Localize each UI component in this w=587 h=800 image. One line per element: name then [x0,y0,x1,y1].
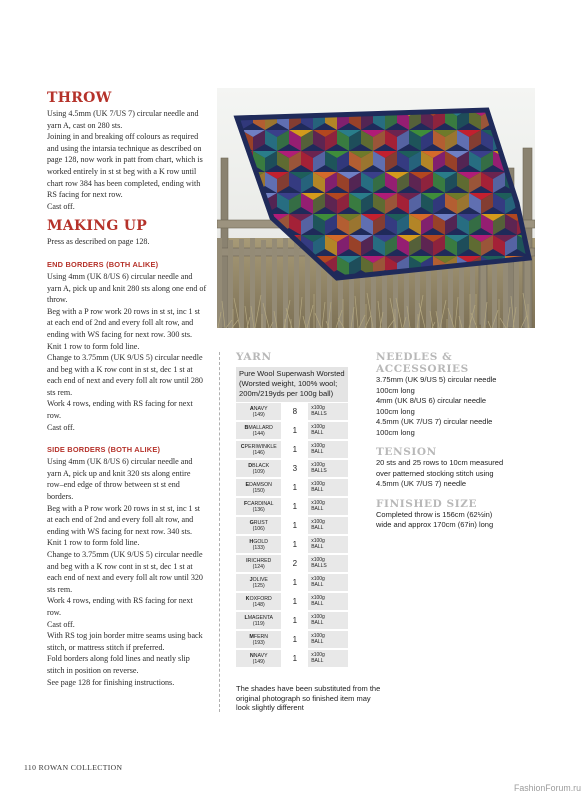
shade-letter: H [249,538,254,545]
fence-picket [228,240,233,328]
shade-code: (124) [252,563,265,570]
shade-name: PERIWINKLE [244,443,277,450]
shade-name-cell [236,440,281,459]
needle-line: 3.75mm (UK 9/US 5) circular needle 100cm long [376,375,497,395]
shade-name-cell [236,535,281,554]
shade-name-cell [236,478,281,497]
side-borders-para: Work 4 rows, ending with RS facing for next row. [47,596,193,617]
shade-letter: M [249,633,254,640]
shade-name: BLACK [252,462,270,469]
shade-letter: E [245,481,250,488]
watermark: FashionForum.ru [514,783,581,793]
yarn-shade-row [236,554,348,573]
yarn-shade-row [236,440,348,459]
shade-code: (149) [252,411,265,418]
shade-letter: D [248,462,253,469]
shade-unit-top: x100g [311,613,325,620]
yarn-shade-row [236,592,348,611]
side-borders-para: See page 128 for finishing instructions. [47,677,175,687]
shade-unit-top: x100g [311,556,325,563]
shade-name-cell [236,421,281,440]
shade-unit-cell [308,403,348,421]
shade-unit-top: x100g [311,518,325,525]
shade-letter: F [243,500,248,507]
column-divider [219,352,220,712]
throw-para: Using 4.5mm (UK 7/US 7) circular needle and yarn A, cast on 280 sts. [47,109,199,130]
page-footer [24,763,122,772]
shade-code: (133) [252,544,265,551]
shade-unit-top: x100g [311,594,325,601]
shade-unit-cell [308,535,348,554]
shade-quantity: 1 [281,535,308,554]
publication-name: ROWAN COLLECTION [38,763,123,772]
making-up-intro: Press as described on page 128. [47,237,150,247]
shade-note: The shades have been substituted from the original photograph so finished item may look slightly different [236,684,381,713]
shade-letter: A [249,405,254,412]
side-borders-para: Beg with a P row work 20 rows in st st, inc 1 st at each end of 2nd and every foll alt row, and ending with WS facing for next row. 340 sts. [47,503,201,536]
shade-name: DAMSON [249,481,272,488]
shade-name: CARDINAL [247,500,274,507]
shade-name-cell [236,630,281,649]
side-borders-para: With RS tog join border mitre seams using back stitch, or mattress stitch if preferred. [47,631,203,652]
shade-name: RUST [253,519,268,526]
shade-name-cell [236,516,281,535]
side-borders-para: Cast off. [47,619,75,629]
shade-unit-cell [308,592,348,611]
shade-unit-cell [308,611,348,630]
shade-quantity: 1 [281,421,308,440]
tension-heading: TENSION [376,446,437,458]
right-column [376,351,506,531]
shade-unit-bottom: BALL [311,524,324,531]
end-borders-para: Change to 3.75mm (UK 9/US 5) circular needle and beg with a K row cont in st st, dec 1 st at each end of next and every foll alt row until 280 sts rem. [47,353,203,397]
shade-unit-cell [308,649,348,668]
throw-para: Cast off. [47,201,75,211]
yarn-shade-row [236,630,348,649]
yarn-shades-table [236,403,348,669]
shade-quantity: 1 [281,497,308,516]
shade-name-cell [236,573,281,592]
shade-name: GOLD [253,538,269,545]
shade-unit-top: x100g [311,499,325,506]
shade-quantity: 1 [281,516,308,535]
side-borders-para: Knit 1 row to form fold line. [47,538,140,548]
shade-unit-bottom: BALL [311,638,324,645]
shade-name: NAVY [253,652,268,659]
yarn-section [236,351,348,669]
shade-unit-cell [308,554,348,573]
shade-quantity: 1 [281,611,308,630]
shade-quantity: 1 [281,440,308,459]
throw-photo [217,88,535,328]
shade-unit-bottom: BALL [311,600,324,607]
fence-picket [294,240,299,328]
making-up-heading: MAKING UP [47,218,148,235]
yarn-shade-row [236,516,348,535]
shade-letter: B [244,424,249,431]
shade-unit-cell [308,478,348,497]
shade-name-cell [236,649,281,668]
fence-picket [239,239,244,328]
shade-code: (119) [252,620,265,627]
side-borders-para: Using 4mm (UK 8/US 6) circular needle and yarn A, pick up and knit 320 sts along entire row–end edge of throw between st st end borders. [47,457,193,502]
shade-letter: L [244,614,248,621]
shade-name-cell [236,459,281,478]
shade-unit-cell [308,516,348,535]
yarn-shade-row [236,459,348,478]
shade-code: (148) [252,601,265,608]
shade-unit-top: x100g [311,632,325,639]
shade-unit-bottom: BALL [311,619,324,626]
shade-name-cell [236,497,281,516]
shade-quantity: 2 [281,554,308,573]
needle-line: 4.5mm (UK 7/US 7) circular needle 100cm long [376,417,493,437]
end-borders-heading: END BORDERS (BOTH ALIKE) [47,259,159,269]
shade-code: (150) [252,487,265,494]
end-borders-para: Knit 1 row to form fold line. [47,341,140,351]
yarn-shade-row [236,649,348,668]
needle-line: 4mm (UK 8/US 6) circular needle 100cm long [376,396,487,416]
shade-unit-bottom: BALL [311,486,324,493]
yarn-shade-row [236,573,348,592]
shade-name-cell [236,403,281,421]
shade-name: FERN [253,633,269,640]
shade-quantity: 1 [281,573,308,592]
shade-unit-cell [308,573,348,592]
shade-name-cell [236,554,281,573]
shade-name: NAVY [253,405,268,412]
shade-unit-cell [308,630,348,649]
shade-name: MALLARD [248,424,273,431]
shade-letter: I [246,557,248,564]
shade-code: (125) [252,582,265,589]
needles-heading: NEEDLES & ACCESSORIES [376,351,469,375]
yarn-shade-row [236,611,348,630]
yarn-shade-row [236,535,348,554]
shade-quantity: 1 [281,592,308,611]
shade-unit-bottom: BALLS [311,467,327,474]
shade-name-cell [236,592,281,611]
shade-name: MAGENTA [247,614,273,621]
shade-name: RICHRED [247,557,272,564]
finished-size-heading: FINISHED SIZE [376,497,478,510]
side-borders-para: Fold borders along fold lines and neatly slip stitch in position on reverse. [47,654,190,675]
shade-unit-top: x100g [311,461,325,468]
shade-unit-top: x100g [311,480,325,487]
yarn-shade-row [236,478,348,497]
end-borders-para: Work 4 rows, ending with RS facing for next row. [47,399,193,421]
throw-para: Joining in and breaking off colours as required and using the intarsia technique as described on page 128, now work in patt from chart, which is worked entirely in st st beg with a K row until chart row 384 has been completed, ending with RS facing for next row. [47,132,203,200]
shade-unit-bottom: BALLS [311,410,327,417]
shade-letter: N [249,652,254,659]
shade-code: (149) [252,658,265,665]
shade-name: OXFORD [249,595,272,602]
throw-heading: THROW [47,90,112,106]
shade-unit-cell [308,440,348,459]
left-column [47,90,207,688]
end-borders-para: Using 4mm (UK 8/US 6) circular needle and yarn A, pick up and knit 280 sts along one end of throw. [47,271,207,305]
shade-unit-cell [308,421,348,440]
fence-picket [217,238,222,328]
shade-unit-cell [308,459,348,478]
shade-code: (106) [252,525,265,532]
shade-quantity: 1 [281,478,308,497]
shade-name: OLIVE [252,576,268,583]
shade-unit-bottom: BALL [311,543,324,550]
yarn-shade-row [236,421,348,440]
shade-code: (146) [252,449,265,456]
shade-quantity: 1 [281,649,308,668]
shade-quantity: 8 [281,403,308,421]
shade-letter: C [240,443,245,450]
shade-unit-bottom: BALL [311,581,324,588]
yarn-description: Pure Wool Superwash Worsted (Worsted weight, 100% wool; 200m/219yds per 100g ball) [236,367,348,402]
shade-name-cell [236,611,281,630]
shade-unit-top: x100g [311,404,325,411]
shade-quantity: 1 [281,630,308,649]
page-number: 110 [24,763,37,772]
side-borders-para: Change to 3.75mm (UK 9/US 5) circular needle and beg with a K row cont in st st, dec 1 st at each end of next and every foll alt row until 320 sts rem. [47,550,203,594]
shade-unit-bottom: BALL [311,448,324,455]
shade-quantity: 3 [281,459,308,478]
shade-code: (144) [252,430,265,437]
throw-photo-illustration [217,88,535,328]
shade-unit-bottom: BALL [311,657,324,664]
side-borders-heading: SIDE BORDERS (BOTH ALIKE) [47,445,161,455]
shade-unit-bottom: BALL [311,429,324,436]
end-borders-para: Beg with a P row work 20 rows in st st, inc 1 st at each end of 2nd and every foll alt row, and ending with WS facing for next row. 300 sts. [47,306,201,339]
shade-letter: G [249,519,254,526]
shade-unit-top: x100g [311,575,325,582]
shade-code: (109) [252,468,265,475]
shade-unit-bottom: BALLS [311,562,327,569]
shade-unit-cell [308,497,348,516]
shade-unit-top: x100g [311,423,325,430]
yarn-shade-row [236,403,348,421]
shade-letter: K [245,595,250,602]
shade-letter: J [249,576,253,583]
shade-code: (136) [252,506,265,513]
shade-unit-top: x100g [311,442,325,449]
finished-size-text: Completed throw is 156cm (62½in) wide and approx 170cm (67in) long [376,509,494,529]
tension-text: 20 sts and 25 rows to 10cm measured over patterned stocking stitch using 4.5mm (UK 7/US 7) needle [376,458,504,488]
end-borders-para: Cast off. [47,422,75,432]
shade-unit-top: x100g [311,537,325,544]
shade-unit-bottom: BALL [311,505,324,512]
yarn-shade-row [236,497,348,516]
shade-code: (193) [252,639,265,646]
shade-unit-top: x100g [311,651,325,658]
yarn-heading: YARN [236,351,272,363]
